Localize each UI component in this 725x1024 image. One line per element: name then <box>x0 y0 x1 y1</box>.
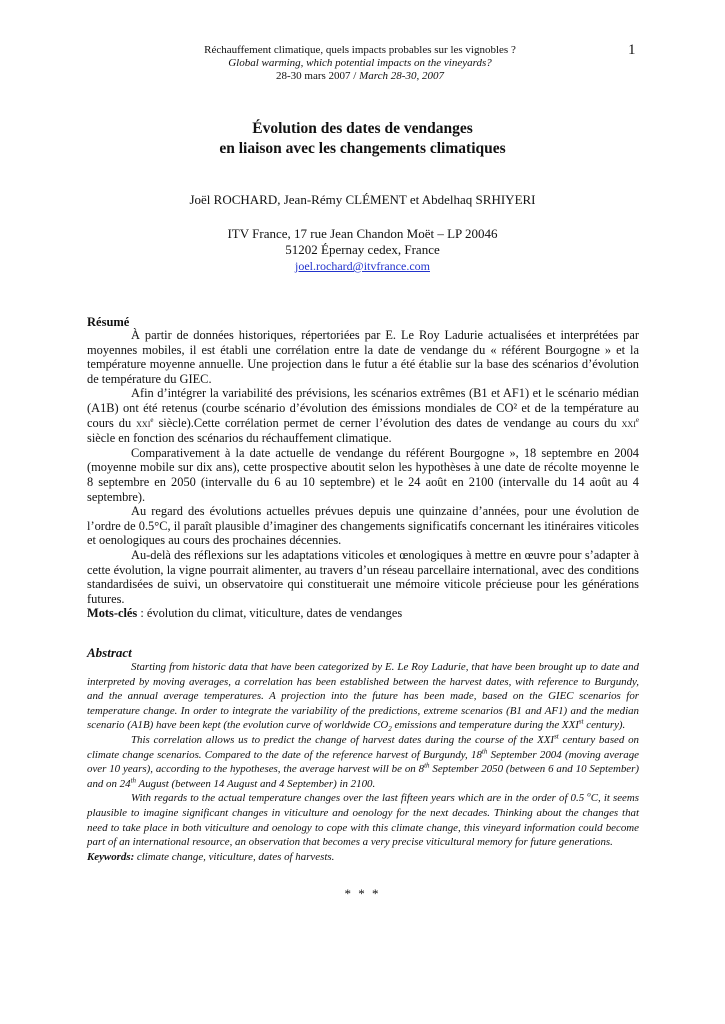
resume-paragraph-2: Afin d’intégrer la variabilité des prévisions, les scénarios extrêmes (B1 et AF1) et le scénario médian (A1B) ont été retenus (courbe scénario d’évolution des émissions mondiales de CO² et de la température au cours du xxi$^e$ siècle).Cette corrélation permet de cerner l’évolution des dates de vendange au cours du xxi$^e$ siècle en fonction des scénarios du réchauffement climatique. <box>87 386 639 446</box>
resume-body <box>87 328 639 621</box>
keywords-text: climate change, viticulture, dates of harvests. <box>134 850 335 863</box>
abstract-heading: Abstract <box>87 645 132 660</box>
abstract-paragraph-3: With regards to the actual temperature changes over the last fifteen years which are in the order of 0.5 $^o$C, it seems plausible to imagine significant changes in viticulture and oenology for the next decades. Thinking about the changes that need to take place in both viticulture and oenology to cope with this climate change, this vineyard information could become part of an international resource, an observation that becomes a very precise viticultural memory for future generations. <box>87 790 639 849</box>
affiliation-line1: ITV France, 17 rue Jean Chandon Moët – LP 20046 <box>227 226 498 241</box>
page-number: 1 <box>628 42 636 58</box>
resume-paragraph-1: À partir de données historiques, répertoriées par E. Le Roy Ladurie actualisées et interprétées par moyennes mobiles, il est établi une corrélation entre la date de vendange du « référent Bourgogne » et la température moyenne annuelle. Une projection dans le futur a été établie sur la base des scénarios d’évolution de température du GIEC. <box>87 328 639 386</box>
resume-paragraph-5: Au-delà des réflexions sur les adaptations viticoles et œnologiques à mettre en œuvre pour s’adapter à cette évolution, la vigne pourrait alimenter, au travers d’un réseau parcellaire international, avec des conditions standardisées de suivi, un observatoire qui constituerait une mémoire viticole précieuse pour les générations futures. <box>87 547 639 606</box>
author-list: Joël ROCHARD, Jean-Rémy CLÉMENT et Abdelhaq SRHIYERI <box>189 192 536 207</box>
email-link[interactable]: joel.rochard@itvfrance.com <box>295 259 430 273</box>
mots-cles-text: : évolution du climat, viticulture, dates de vendanges <box>137 606 403 621</box>
running-header-en: Global warming, which potential impacts on the vineyards? <box>228 57 492 69</box>
resume-paragraph-3: Comparativement à la date actuelle de vendange du référent Bourgogne », 18 septembre en 2004 (moyenne mobile sur dix ans), cette prospective aboutit selon les hypothèses à une date de récolte moyenne le 8 septembre en 2050 (intervalle du 6 au 10 septembre) et le 24 août en 2100 (intervalle du 14 août au 4 septembre). <box>87 445 639 504</box>
keywords-label: Keywords: <box>87 850 135 863</box>
mots-cles <box>87 606 639 621</box>
abstract-paragraph-2: This correlation allows us to predict the change of harvest dates during the course of the XXIst century based on climate change scenarios. Compared to the date of the reference harvest of Burgundy, 18th September 2004 (moving average over 10 years), according to the hypotheses, the average harvest will be on 8th September 2050 (between 6 and 10 September) and on 24th August (between 14 August and 4 September) in 2100. <box>87 732 639 790</box>
dates-fr: 28-30 mars 2007 / <box>276 70 357 82</box>
paper-title-line1: Évolution des dates de vendanges <box>252 120 473 137</box>
paper-title-line2: en liaison avec les changements climatiques <box>219 140 506 157</box>
keywords <box>87 850 639 865</box>
affiliation-line2: 51202 Épernay cedex, France <box>285 242 440 257</box>
running-header-fr: Réchauffement climatique, quels impacts probables sur les vignobles ? <box>204 44 516 56</box>
dates-en: March 28-30, 2007 <box>359 70 444 82</box>
mots-cles-label: Mots-clés <box>87 606 138 621</box>
abstract-paragraph-1: Starting from historic data that have been categorized by E. Le Roy Ladurie, that have been brought up to date and interpreted by moving averages, a correlation has been established between the harvest dates, with reference to Burgundy, and the annual average temperatures. A projection into the future has been made, based on the GIEC scenarios for temperature change. In order to integrate the variability of the predictions, extreme scenarios (B1 and AF1) and the median scenario (A1B) have been kept (the evolution curve of worldwide $CO_2$ emissions and temperature during the XXIst century). <box>87 661 639 734</box>
resume-heading: Résumé <box>87 315 130 329</box>
running-header-dates <box>120 70 600 83</box>
abstract-body <box>87 660 639 864</box>
section-separator: * * * <box>344 886 381 901</box>
resume-paragraph-4: Au regard des évolutions actuelles prévues depuis une quinzaine d’années, pour une évolution de l’ordre de 0.5°C, il paraît plausible d’imaginer des changements significatifs concernant les itinéraires viticoles et oenologiques au cours des prochaines décennies. <box>87 504 639 548</box>
